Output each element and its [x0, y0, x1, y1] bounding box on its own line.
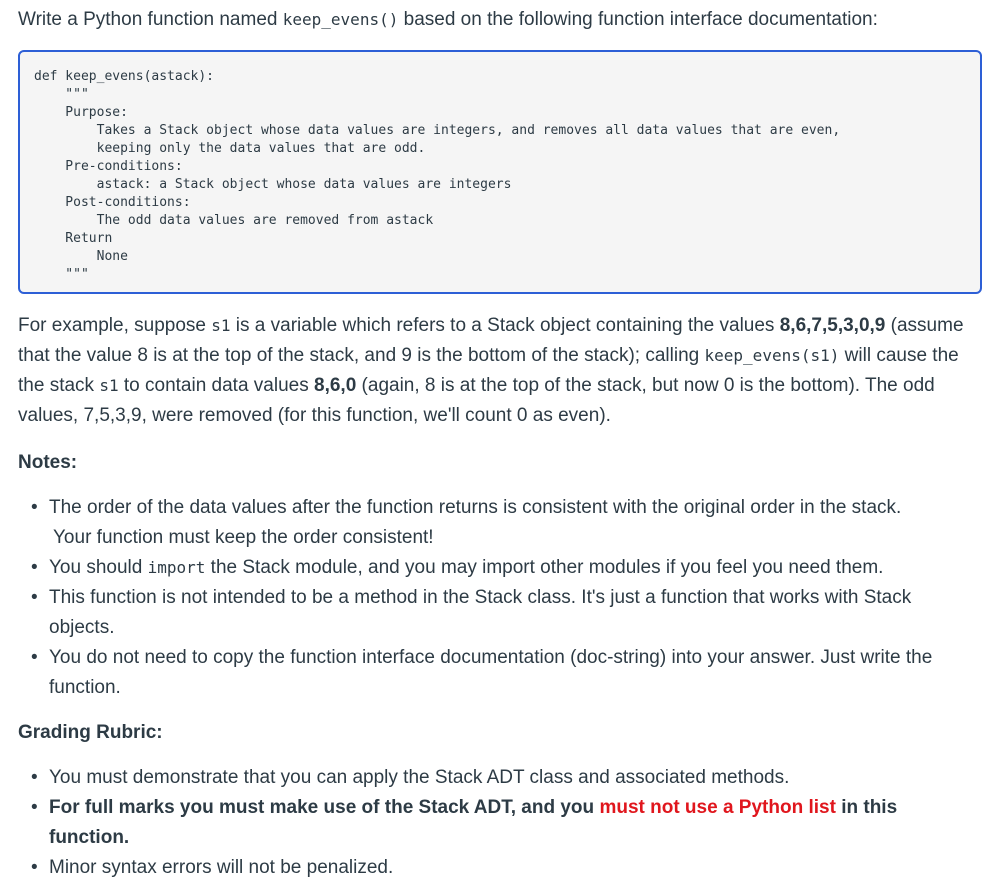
note-import-code: import [147, 558, 206, 577]
note-import-text-a: You should [49, 557, 148, 578]
note-item-order [49, 493, 969, 553]
example-text-2: is a variable which refers to a Stack object containing the values [230, 315, 780, 336]
example-text-5: to contain data values [118, 375, 315, 396]
note-order-line1: The order of the data values after the function returns is consistent with the original order in the stack. [49, 497, 902, 518]
note-import-text-b: the Stack module, and you may import other modules if you feel you need them. [205, 557, 884, 578]
note-item-import [49, 553, 969, 583]
example-code-s1: s1 [211, 316, 231, 335]
function-name-code: keep_evens() [282, 10, 399, 29]
notes-list [0, 493, 969, 703]
example-text-3: (assume that the value 8 is at the top of the stack, and 9 is the bottom of the stack); calling [18, 315, 964, 366]
rubric-item-demonstrate: • You must demonstrate that you can apply the Stack ADT class and associated methods. [49, 763, 969, 793]
note-order-line2: Your function must keep the order consistent! [53, 527, 434, 548]
docstring-code: def keep_evens(astack): """ Purpose: Takes a Stack object whose data values are integers, and removes all data values that are even, keeping only the data values that are odd. Pre-conditions: astack: a Stack object whose data values are integers Post-conditions: The odd data values are removed from astack Return None """ [34, 69, 841, 282]
docstring-code-block [18, 50, 982, 294]
prompt-prefix: Write a Python function named [18, 9, 283, 30]
example-code-s1-2: s1 [99, 376, 119, 395]
rubric-full-marks-b: in this function. [49, 797, 898, 848]
notes-heading: Notes: [18, 452, 78, 473]
rubric-full-marks-a: For full marks you must make use of the Stack ADT, and you [49, 797, 600, 818]
prompt-suffix: based on the following function interface documentation: [398, 9, 878, 30]
example-code-call: keep_evens(s1) [704, 346, 840, 365]
rubric-item-syntax: • Minor syntax errors will not be penalized. [49, 853, 969, 883]
rubric-heading: Grading Rubric: [18, 722, 163, 743]
example-paragraph [18, 311, 982, 431]
example-values-before: 8,6,7,5,3,0,9 [779, 315, 886, 336]
question-prompt [18, 5, 878, 35]
note-item-docstring: • You do not need to copy the function interface documentation (doc-string) into your answer. Just write the function. [49, 643, 969, 703]
example-text-1: For example, suppose [18, 315, 212, 336]
rubric-no-list-warning: must not use a Python list [599, 797, 836, 818]
rubric-item-full-marks [49, 793, 969, 853]
example-text-4: will cause the the stack [18, 345, 959, 396]
example-text-6: (again, 8 is at the top of the stack, but now 0 is the bottom). The odd values, 7,5,3,9, were removed (for this function, we'll count 0 as even). [18, 375, 935, 426]
example-values-after: 8,6,0 [314, 375, 357, 396]
note-item-not-method: • This function is not intended to be a method in the Stack class. It's just a function that works with Stack objects. [49, 583, 969, 643]
rubric-list [0, 763, 969, 883]
